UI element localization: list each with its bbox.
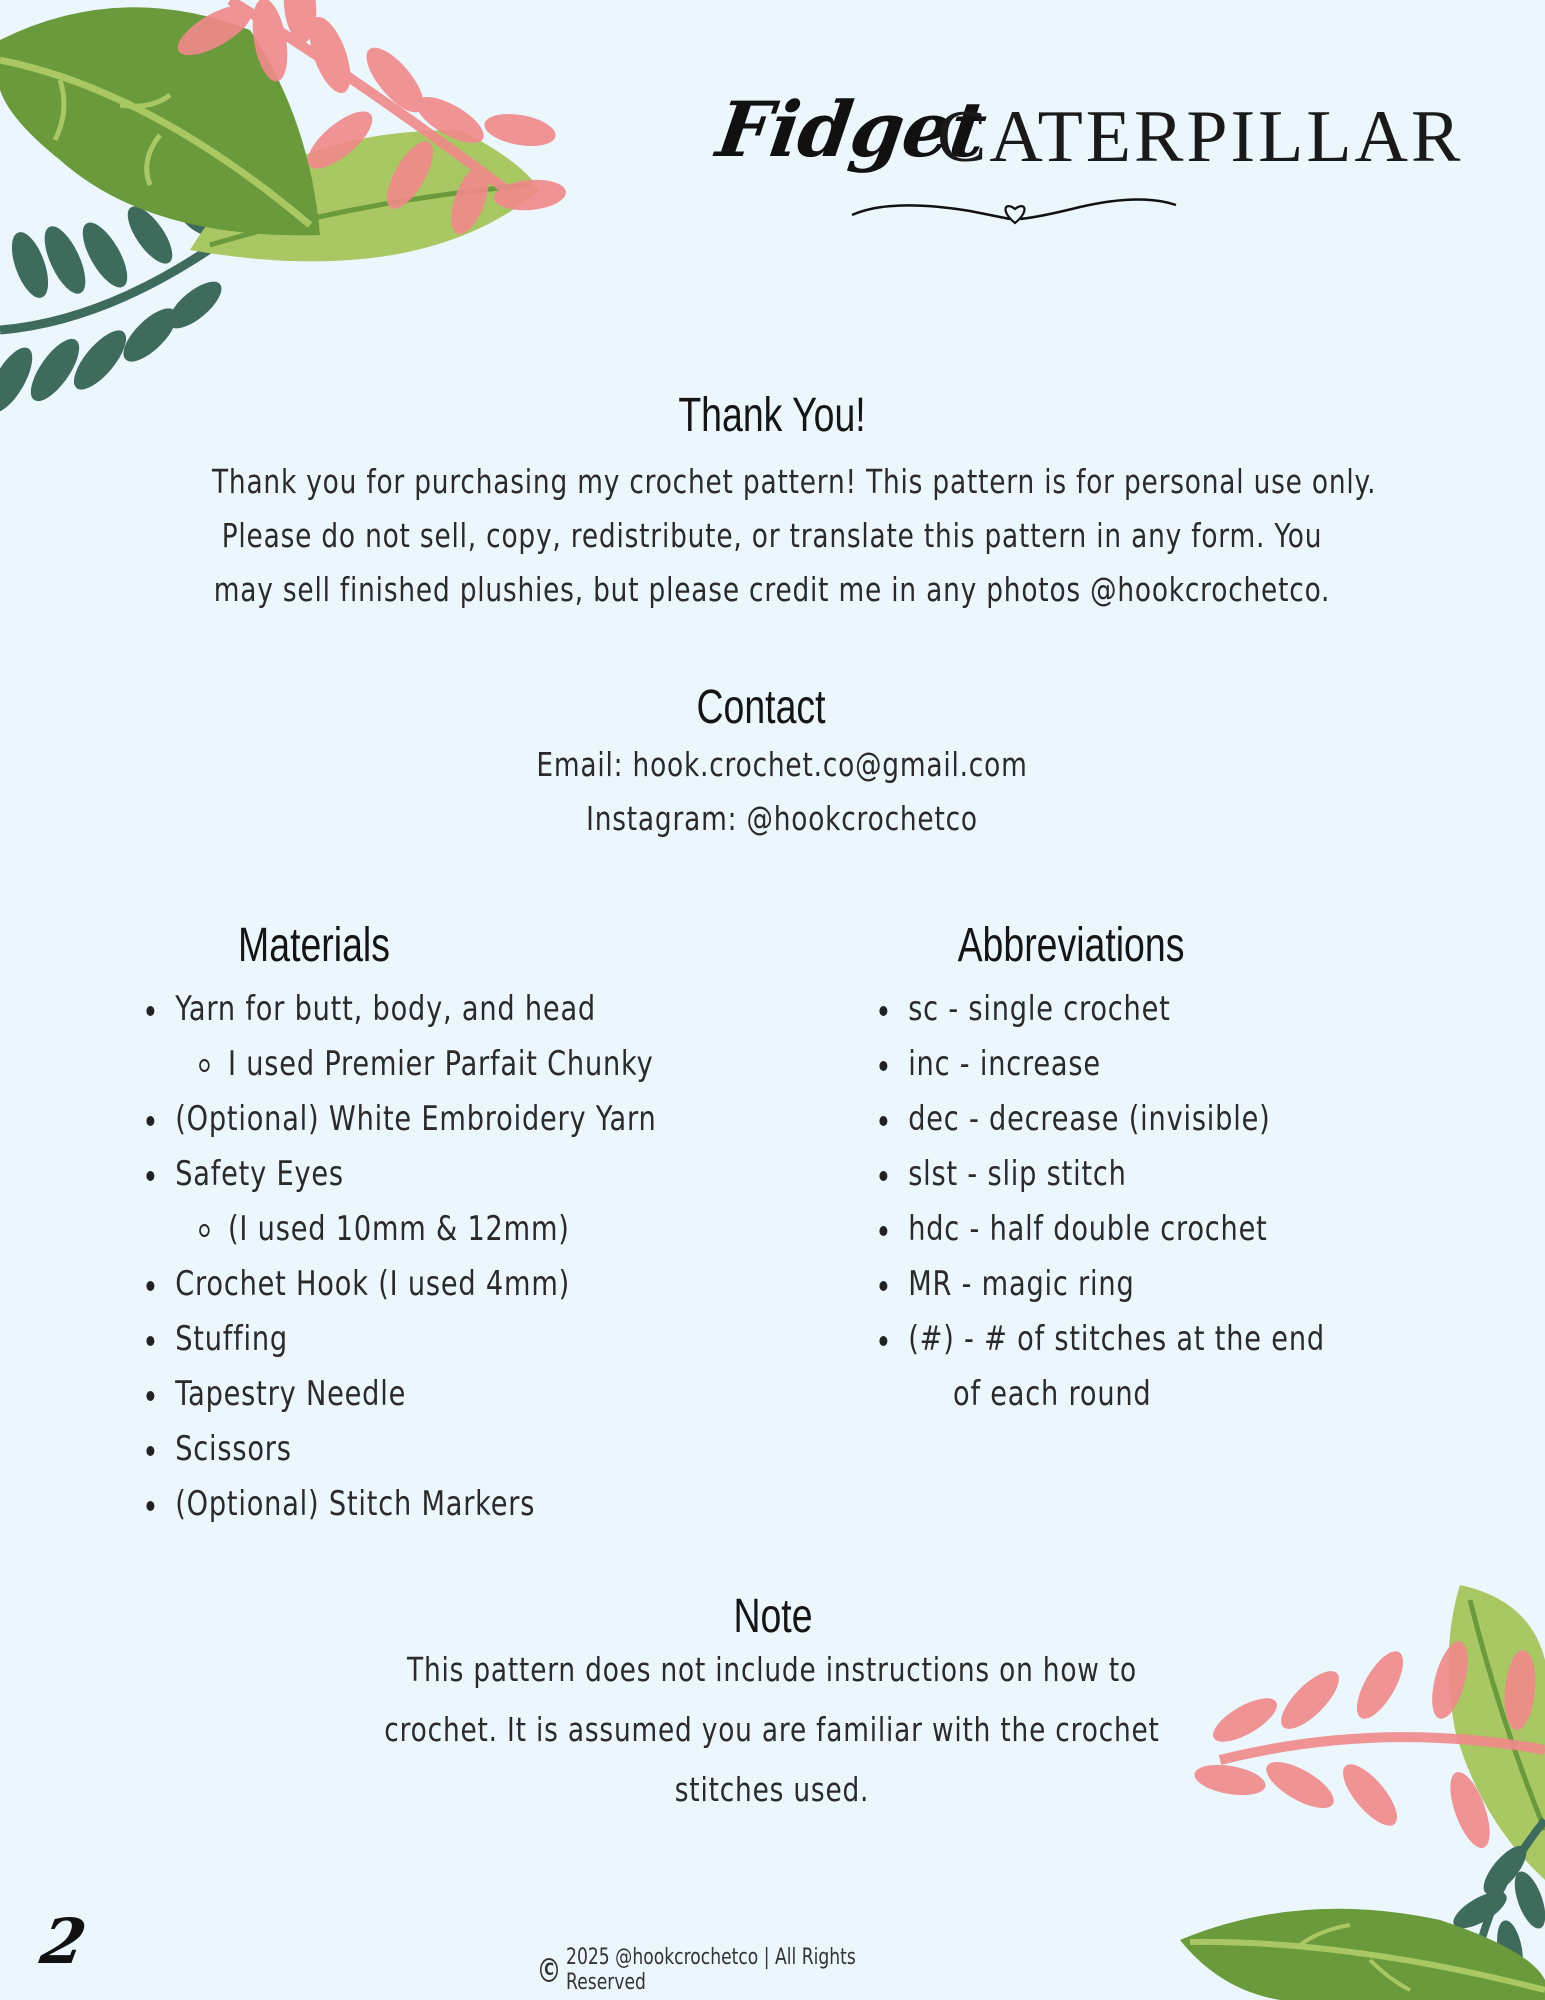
note-paragraph <box>372 1640 1172 1820</box>
contact-email: Email: hook.crochet.co@gmail.com <box>536 745 1028 784</box>
leaves-decoration-top <box>0 0 620 430</box>
list-item: (I used 10mm & 12mm) <box>140 1202 657 1257</box>
page-number: 2 <box>35 1905 92 1978</box>
list-item: Safety Eyes <box>140 1147 657 1202</box>
list-item: (Optional) Stitch Markers <box>140 1477 657 1532</box>
list-item: Crochet Hook (I used 4mm) <box>140 1257 657 1312</box>
materials-heading: Materials <box>238 919 390 972</box>
list-item: MR - magic ring <box>873 1257 1325 1312</box>
thank-you-line: Please do not sell, copy, redistribute, or translate this pattern in any form. You <box>221 516 1323 555</box>
abbreviations-list <box>873 982 1325 1422</box>
title-block <box>700 75 1464 245</box>
materials-list <box>140 982 657 1532</box>
list-item: Yarn for butt, body, and head <box>140 982 657 1037</box>
list-item: (Optional) White Embroidery Yarn <box>140 1092 657 1147</box>
list-item: slst - slip stitch <box>873 1147 1325 1202</box>
list-item: inc - increase <box>873 1037 1325 1092</box>
contact-details <box>534 738 1030 846</box>
list-item: Stuffing <box>140 1312 657 1367</box>
note-line: This pattern does not include instructions on how to <box>407 1650 1137 1689</box>
abbreviations-heading: Abbreviations <box>957 919 1185 972</box>
leaves-decoration-bottom <box>1150 1570 1545 2000</box>
note-line: crochet. It is assumed you are familiar with the crochet <box>384 1710 1160 1749</box>
list-item: (#) - # of stitches at the end <box>873 1312 1325 1367</box>
note-line: stitches used. <box>674 1770 870 1809</box>
thank-you-heading: Thank You! <box>678 389 866 442</box>
footer <box>540 1945 930 1995</box>
thank-you-line: Thank you for purchasing my crochet pattern! This pattern is for personal use only. <box>212 462 1377 501</box>
list-item: hdc - half double crochet <box>873 1202 1325 1257</box>
title-script: Fidget <box>711 85 991 174</box>
copyright-icon: C <box>540 1958 558 1982</box>
heart-swirl-divider <box>850 193 1180 233</box>
title-main: CATERPILLAR <box>937 96 1464 178</box>
contact-instagram: Instagram: @hookcrochetco <box>586 799 978 838</box>
footer-text: 2025 @hookcrochetco | All Rights Reserved <box>566 1945 856 1995</box>
list-item: I used Premier Parfait Chunky <box>140 1037 657 1092</box>
thank-you-paragraph <box>212 455 1377 617</box>
contact-heading: Contact <box>696 681 826 734</box>
list-item: Scissors <box>140 1422 657 1477</box>
thank-you-line: may sell finished plushies, but please credit me in any photos @hookcrochetco. <box>213 570 1331 609</box>
list-item: Tapestry Needle <box>140 1367 657 1422</box>
note-heading: Note <box>733 1590 813 1643</box>
list-item: dec - decrease (invisible) <box>873 1092 1325 1147</box>
list-item: sc - single crochet <box>873 982 1325 1037</box>
list-item: of each round <box>953 1374 1152 1414</box>
